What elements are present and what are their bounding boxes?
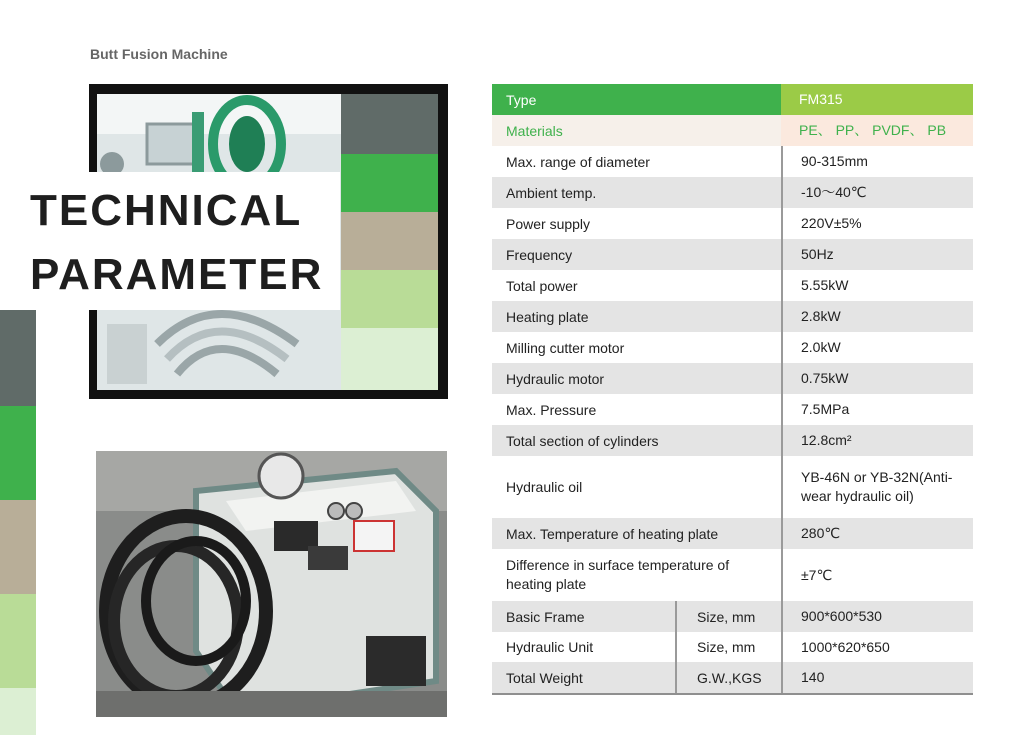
table-row [492,208,973,239]
row-label: Max. range of diameter [506,153,650,170]
row-unit: Size, mm [675,632,781,662]
row-value: 90-315mm [781,146,973,177]
swatch-pale-green [341,328,438,390]
table-row [492,301,973,332]
row-label: Hydraulic Unit [506,639,594,655]
row-value: 220V±5% [781,208,973,239]
row-value: 1000*620*650 [781,632,973,662]
row-value: ±7℃ [781,549,973,601]
heading-parameter: PARAMETER [30,250,324,299]
row-label: Difference in surface temperature of heating plate [506,557,730,592]
row-label: Ambient temp. [506,184,597,201]
row-value: 7.5MPa [781,394,973,425]
technical-parameter-table [492,84,973,695]
header-type-label: Type [506,91,537,108]
color-strip-light-green [0,594,36,688]
swatch-light-green [341,270,438,328]
table-row [492,270,973,301]
row-value: YB-46N or YB-32N(Anti-wear hydraulic oil) [781,456,973,518]
row-value: 280℃ [781,518,973,549]
swatch-grey [341,94,438,154]
table-row [492,332,973,363]
row-value: 2.8kW [781,301,973,332]
row-label: Total section of cylinders [506,432,659,449]
table-row [492,456,973,518]
table-row [492,601,973,632]
row-label: Max. Pressure [506,401,597,418]
row-value: 50Hz [781,239,973,270]
row-unit: Size, mm [675,601,781,632]
row-unit: G.W.,KGS [675,662,781,693]
swatch-green [341,154,438,212]
row-label: Total power [506,277,578,294]
table-bottom-rule [492,693,973,695]
row-value: 900*600*530 [781,601,973,632]
row-label: Power supply [506,215,591,232]
table-row [492,239,973,270]
document-title: Butt Fusion Machine [90,46,228,62]
table-row [492,518,973,549]
row-value: 0.75kW [781,363,973,394]
table-row [492,177,973,208]
row-label: Frequency [506,246,573,263]
row-label: Total Weight [506,669,583,686]
row-label: Hydraulic motor [506,370,605,387]
table-row [492,425,973,456]
color-strip-pale-green [0,688,36,735]
table-row [492,662,973,693]
row-label: Basic Frame [506,608,585,625]
row-label: Heating plate [506,308,589,325]
table-row [492,146,973,177]
row-value: 12.8cm² [781,425,973,456]
row-label: Milling cutter motor [506,339,625,356]
table-row [492,394,973,425]
machine-photo [96,451,447,717]
color-strip-green [0,406,36,500]
color-strip-beige [0,500,36,594]
row-value: 2.0kW [781,332,973,363]
header-type-value: FM315 [781,84,973,115]
color-strip-grey [0,302,36,406]
table-row [492,549,973,601]
row-value: 5.55kW [781,270,973,301]
swatch-beige [341,212,438,270]
materials-row [492,115,973,146]
row-value: -10～40℃ [781,177,973,208]
table-header-row [492,84,973,115]
materials-value: PE、 PP、 PVDF、 PB [781,115,973,146]
materials-label: Materials [506,122,563,139]
heading-technical: TECHNICAL [30,186,303,235]
table-row [492,363,973,394]
row-label: Hydraulic oil [506,479,583,495]
table-row [492,632,973,662]
row-label: Max. Temperature of heating plate [506,525,719,542]
row-value: 140 [781,662,973,693]
